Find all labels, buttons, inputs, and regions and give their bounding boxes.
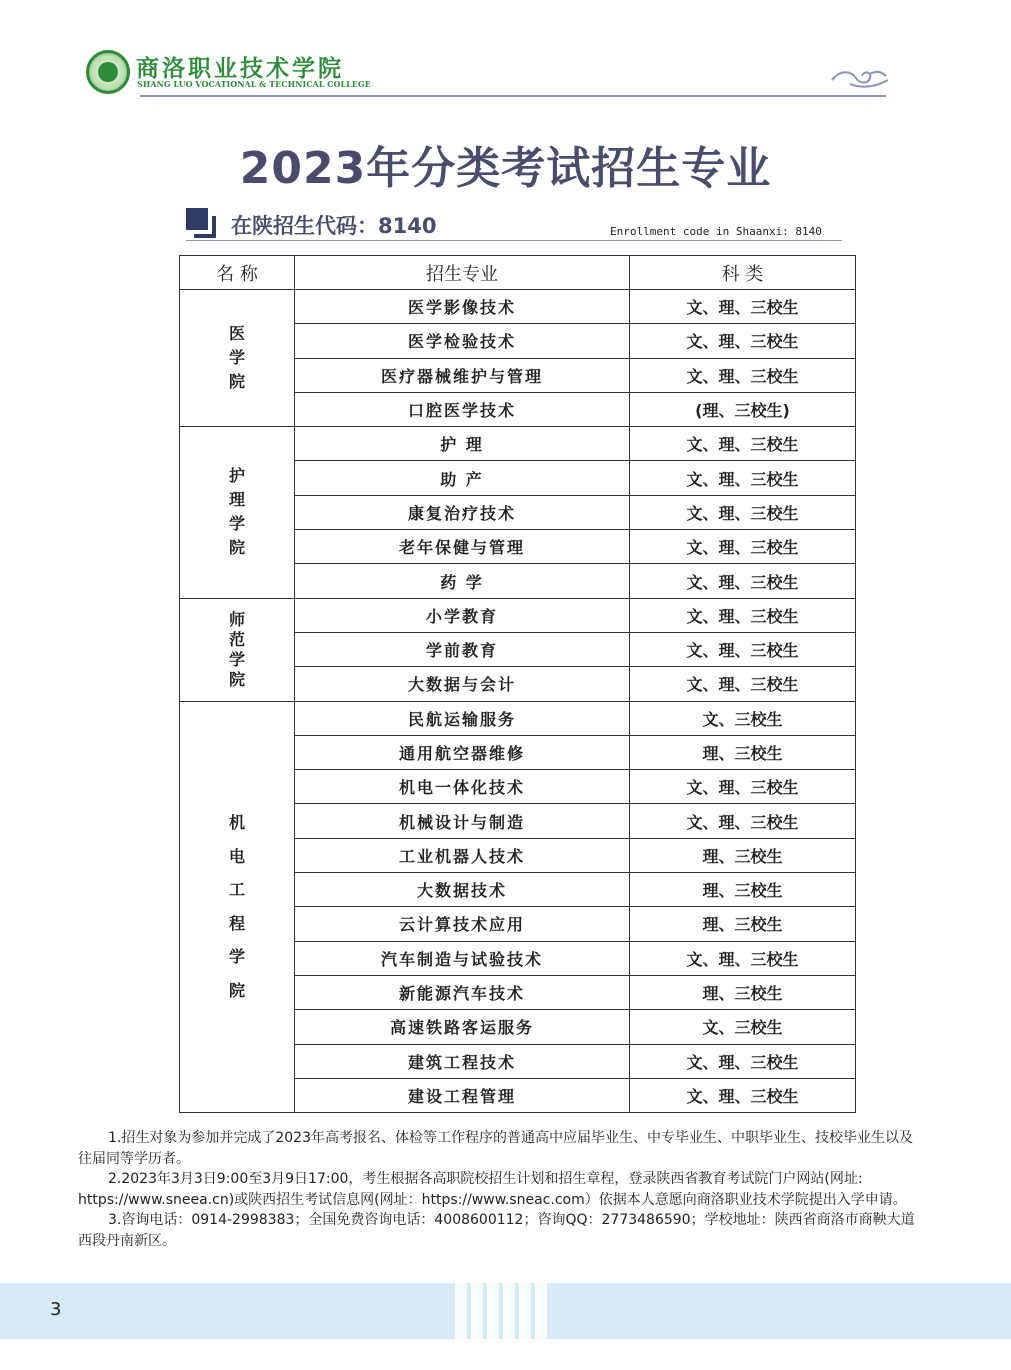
footer-stripes	[455, 1283, 547, 1339]
majors-table	[179, 255, 856, 1113]
category-cell: 文、理、三校生	[630, 1044, 856, 1078]
school-name: 医学院	[228, 324, 245, 392]
table-header-row	[180, 256, 856, 290]
category-cell: 文、理、三校生	[630, 941, 856, 975]
school-name: 机电工程学院	[228, 813, 245, 1001]
major-cell: 大数据技术	[295, 873, 630, 907]
category-cell: 文、三校生	[630, 1010, 856, 1044]
wave-ornament-icon	[830, 66, 890, 90]
header-divider	[140, 95, 886, 97]
school-name: 师范学院	[228, 609, 245, 689]
major-cell: 大数据与会计	[295, 667, 630, 701]
category-cell: 理、三校生	[630, 975, 856, 1009]
category-cell: 理、三校生	[630, 873, 856, 907]
major-cell: 医学检验技术	[295, 324, 630, 358]
major-cell: 医疗器械维护与管理	[295, 358, 630, 392]
page-number: 3	[50, 1299, 62, 1320]
major-cell: 建筑工程技术	[295, 1044, 630, 1078]
category-cell: 文、理、三校生	[630, 358, 856, 392]
code-square-icon	[186, 208, 216, 238]
page-header	[0, 0, 1011, 110]
note-paragraph: 1.招生对象为参加并完成了2023年高考报名、体检等工作程序的普通高中应届毕业生、中专毕业生、中职毕业生、技校毕业生以及往届同等学历者。	[78, 1130, 913, 1167]
major-cell: 护 理	[295, 427, 630, 461]
category-cell: 文、理、三校生	[630, 461, 856, 495]
page-title: 2023年分类考试招生专业	[239, 143, 772, 194]
note-paragraph: 3.咨询电话：0914-2998383；全国免费咨询电话：4008600112；咨询QQ：2773486590；学校地址：陕西省商洛市商鞅大道西段丹南新区。	[78, 1212, 915, 1249]
category-cell: 文、理、三校生	[630, 530, 856, 564]
table-row	[180, 598, 856, 632]
major-cell: 康复治疗技术	[295, 495, 630, 529]
category-cell: 文、理、三校生	[630, 1078, 856, 1112]
major-cell: 新能源汽车技术	[295, 975, 630, 1009]
category-cell: 文、三校生	[630, 701, 856, 735]
major-cell: 通用航空器维修	[295, 735, 630, 769]
major-cell: 高速铁路客运服务	[295, 1010, 630, 1044]
major-cell: 口腔医学技术	[295, 392, 630, 426]
note-paragraph: 2.2023年3月3日9:00至3月9日17:00，考生根据各高职院校招生计划和招生章程，登录陕西省教育考试院门户网站(网址: https://www.sneea.cn)或陕西招生考试信息网(网址：https://www.sneac.com）依据本人意愿向商洛职业技术学院提出入学申请。	[78, 1171, 907, 1208]
table-row	[180, 427, 856, 461]
major-cell: 医学影像技术	[295, 290, 630, 324]
major-cell: 机械设计与制造	[295, 804, 630, 838]
college-name-cn: 商洛职业技术学院	[136, 55, 344, 82]
table-row	[180, 290, 856, 324]
category-cell: 理、三校生	[630, 838, 856, 872]
category-cell: (理、三校生)	[630, 392, 856, 426]
major-cell: 民航运输服务	[295, 701, 630, 735]
major-cell: 助 产	[295, 461, 630, 495]
school-cell	[180, 290, 295, 427]
category-cell: 理、三校生	[630, 735, 856, 769]
major-cell: 老年保健与管理	[295, 530, 630, 564]
code-divider	[186, 240, 842, 241]
major-cell: 小学教育	[295, 598, 630, 632]
school-cell	[180, 427, 295, 598]
notes-section	[78, 1128, 920, 1251]
category-cell: 理、三校生	[630, 907, 856, 941]
category-cell: 文、理、三校生	[630, 804, 856, 838]
college-logo-icon	[86, 50, 130, 94]
major-cell: 机电一体化技术	[295, 770, 630, 804]
category-cell: 文、理、三校生	[630, 667, 856, 701]
major-cell: 学前教育	[295, 632, 630, 666]
enrollment-code-label: 在陕招生代码：8140	[231, 214, 437, 238]
category-cell: 文、理、三校生	[630, 290, 856, 324]
header-major: 招生专业	[295, 256, 630, 290]
major-cell: 汽车制造与试验技术	[295, 941, 630, 975]
category-cell: 文、理、三校生	[630, 495, 856, 529]
category-cell: 文、理、三校生	[630, 427, 856, 461]
school-cell	[180, 701, 295, 1113]
major-cell: 云计算技术应用	[295, 907, 630, 941]
school-name: 护理学院	[228, 466, 245, 558]
header-category: 科 类	[630, 256, 856, 290]
category-cell: 文、理、三校生	[630, 770, 856, 804]
category-cell: 文、理、三校生	[630, 324, 856, 358]
major-cell: 建设工程管理	[295, 1078, 630, 1112]
category-cell: 文、理、三校生	[630, 598, 856, 632]
category-cell: 文、理、三校生	[630, 564, 856, 598]
school-cell	[180, 598, 295, 701]
college-name-en: SHANG LUO VOCATIONAL & TECHNICAL COLLEGE	[137, 79, 371, 89]
major-cell: 工业机器人技术	[295, 838, 630, 872]
category-cell: 文、理、三校生	[630, 632, 856, 666]
header-school: 名 称	[180, 256, 295, 290]
table-row	[180, 701, 856, 735]
enrollment-code-english: Enrollment code in Shaanxi: 8140	[610, 225, 822, 238]
major-cell: 药 学	[295, 564, 630, 598]
